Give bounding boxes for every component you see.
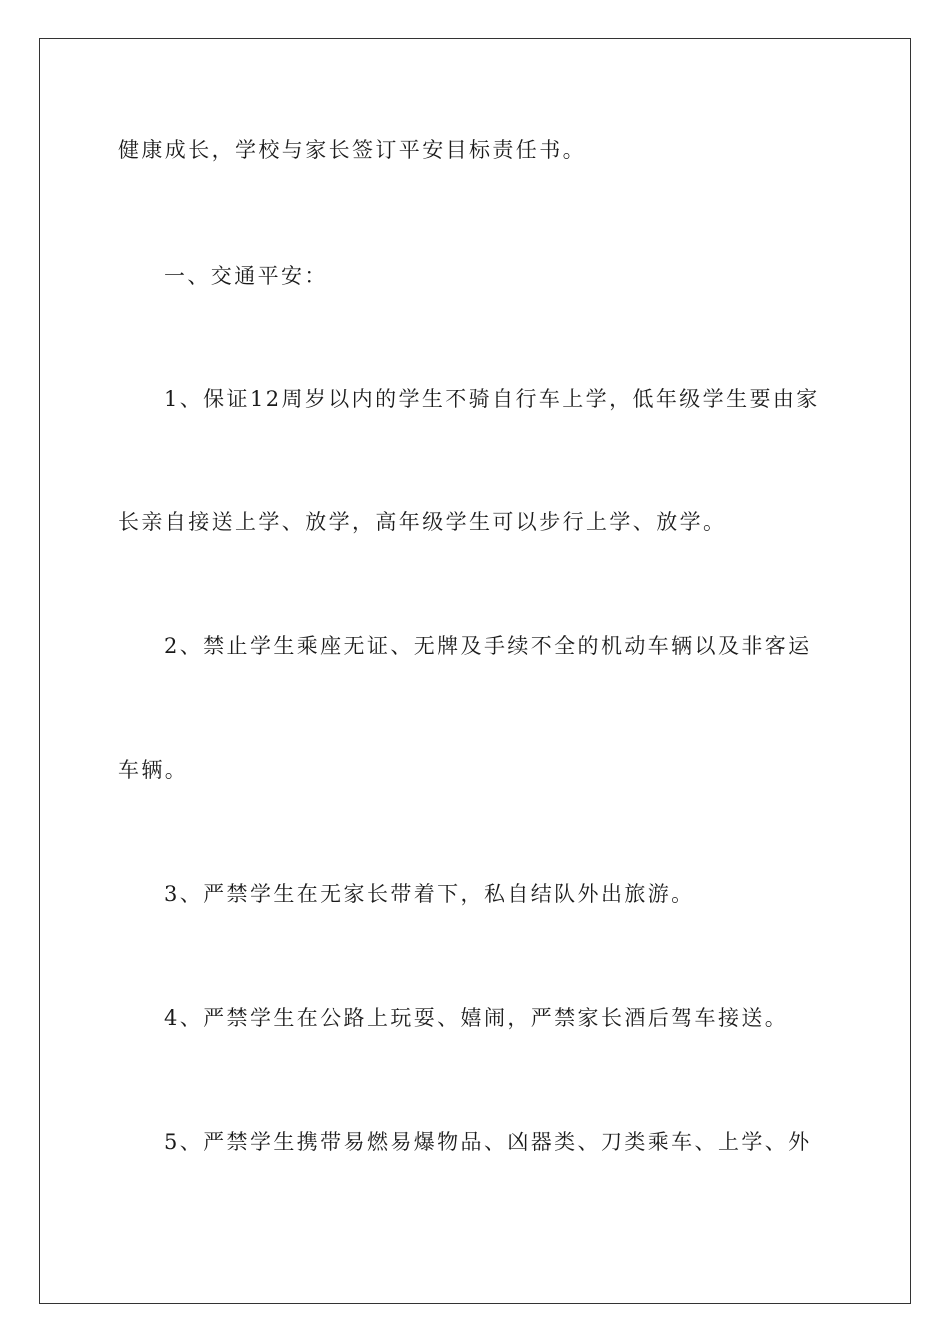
section-heading-traffic-safety: 一、交通平安： bbox=[164, 264, 328, 288]
paragraph-line-continuation: 健康成长，学校与家长签订平安目标责任书。 bbox=[118, 138, 586, 162]
item-2-line-2: 车辆。 bbox=[118, 758, 189, 782]
item-1-line-1: 1、保证12周岁以内的学生不骑自行车上学，低年级学生要由家 bbox=[164, 387, 820, 411]
item-1-line-2: 长亲自接送上学、放学，高年级学生可以步行上学、放学。 bbox=[118, 510, 727, 534]
item-5-line-1: 5、严禁学生携带易燃易爆物品、凶器类、刀类乘车、上学、外 bbox=[164, 1130, 812, 1154]
item-3: 3、严禁学生在无家长带着下，私自结队外出旅游。 bbox=[164, 882, 695, 906]
item-2-line-1: 2、禁止学生乘座无证、无牌及手续不全的机动车辆以及非客运 bbox=[164, 634, 812, 658]
item-4: 4、严禁学生在公路上玩耍、嬉闹，严禁家长酒后驾车接送。 bbox=[164, 1006, 789, 1030]
page-frame bbox=[39, 38, 911, 1304]
